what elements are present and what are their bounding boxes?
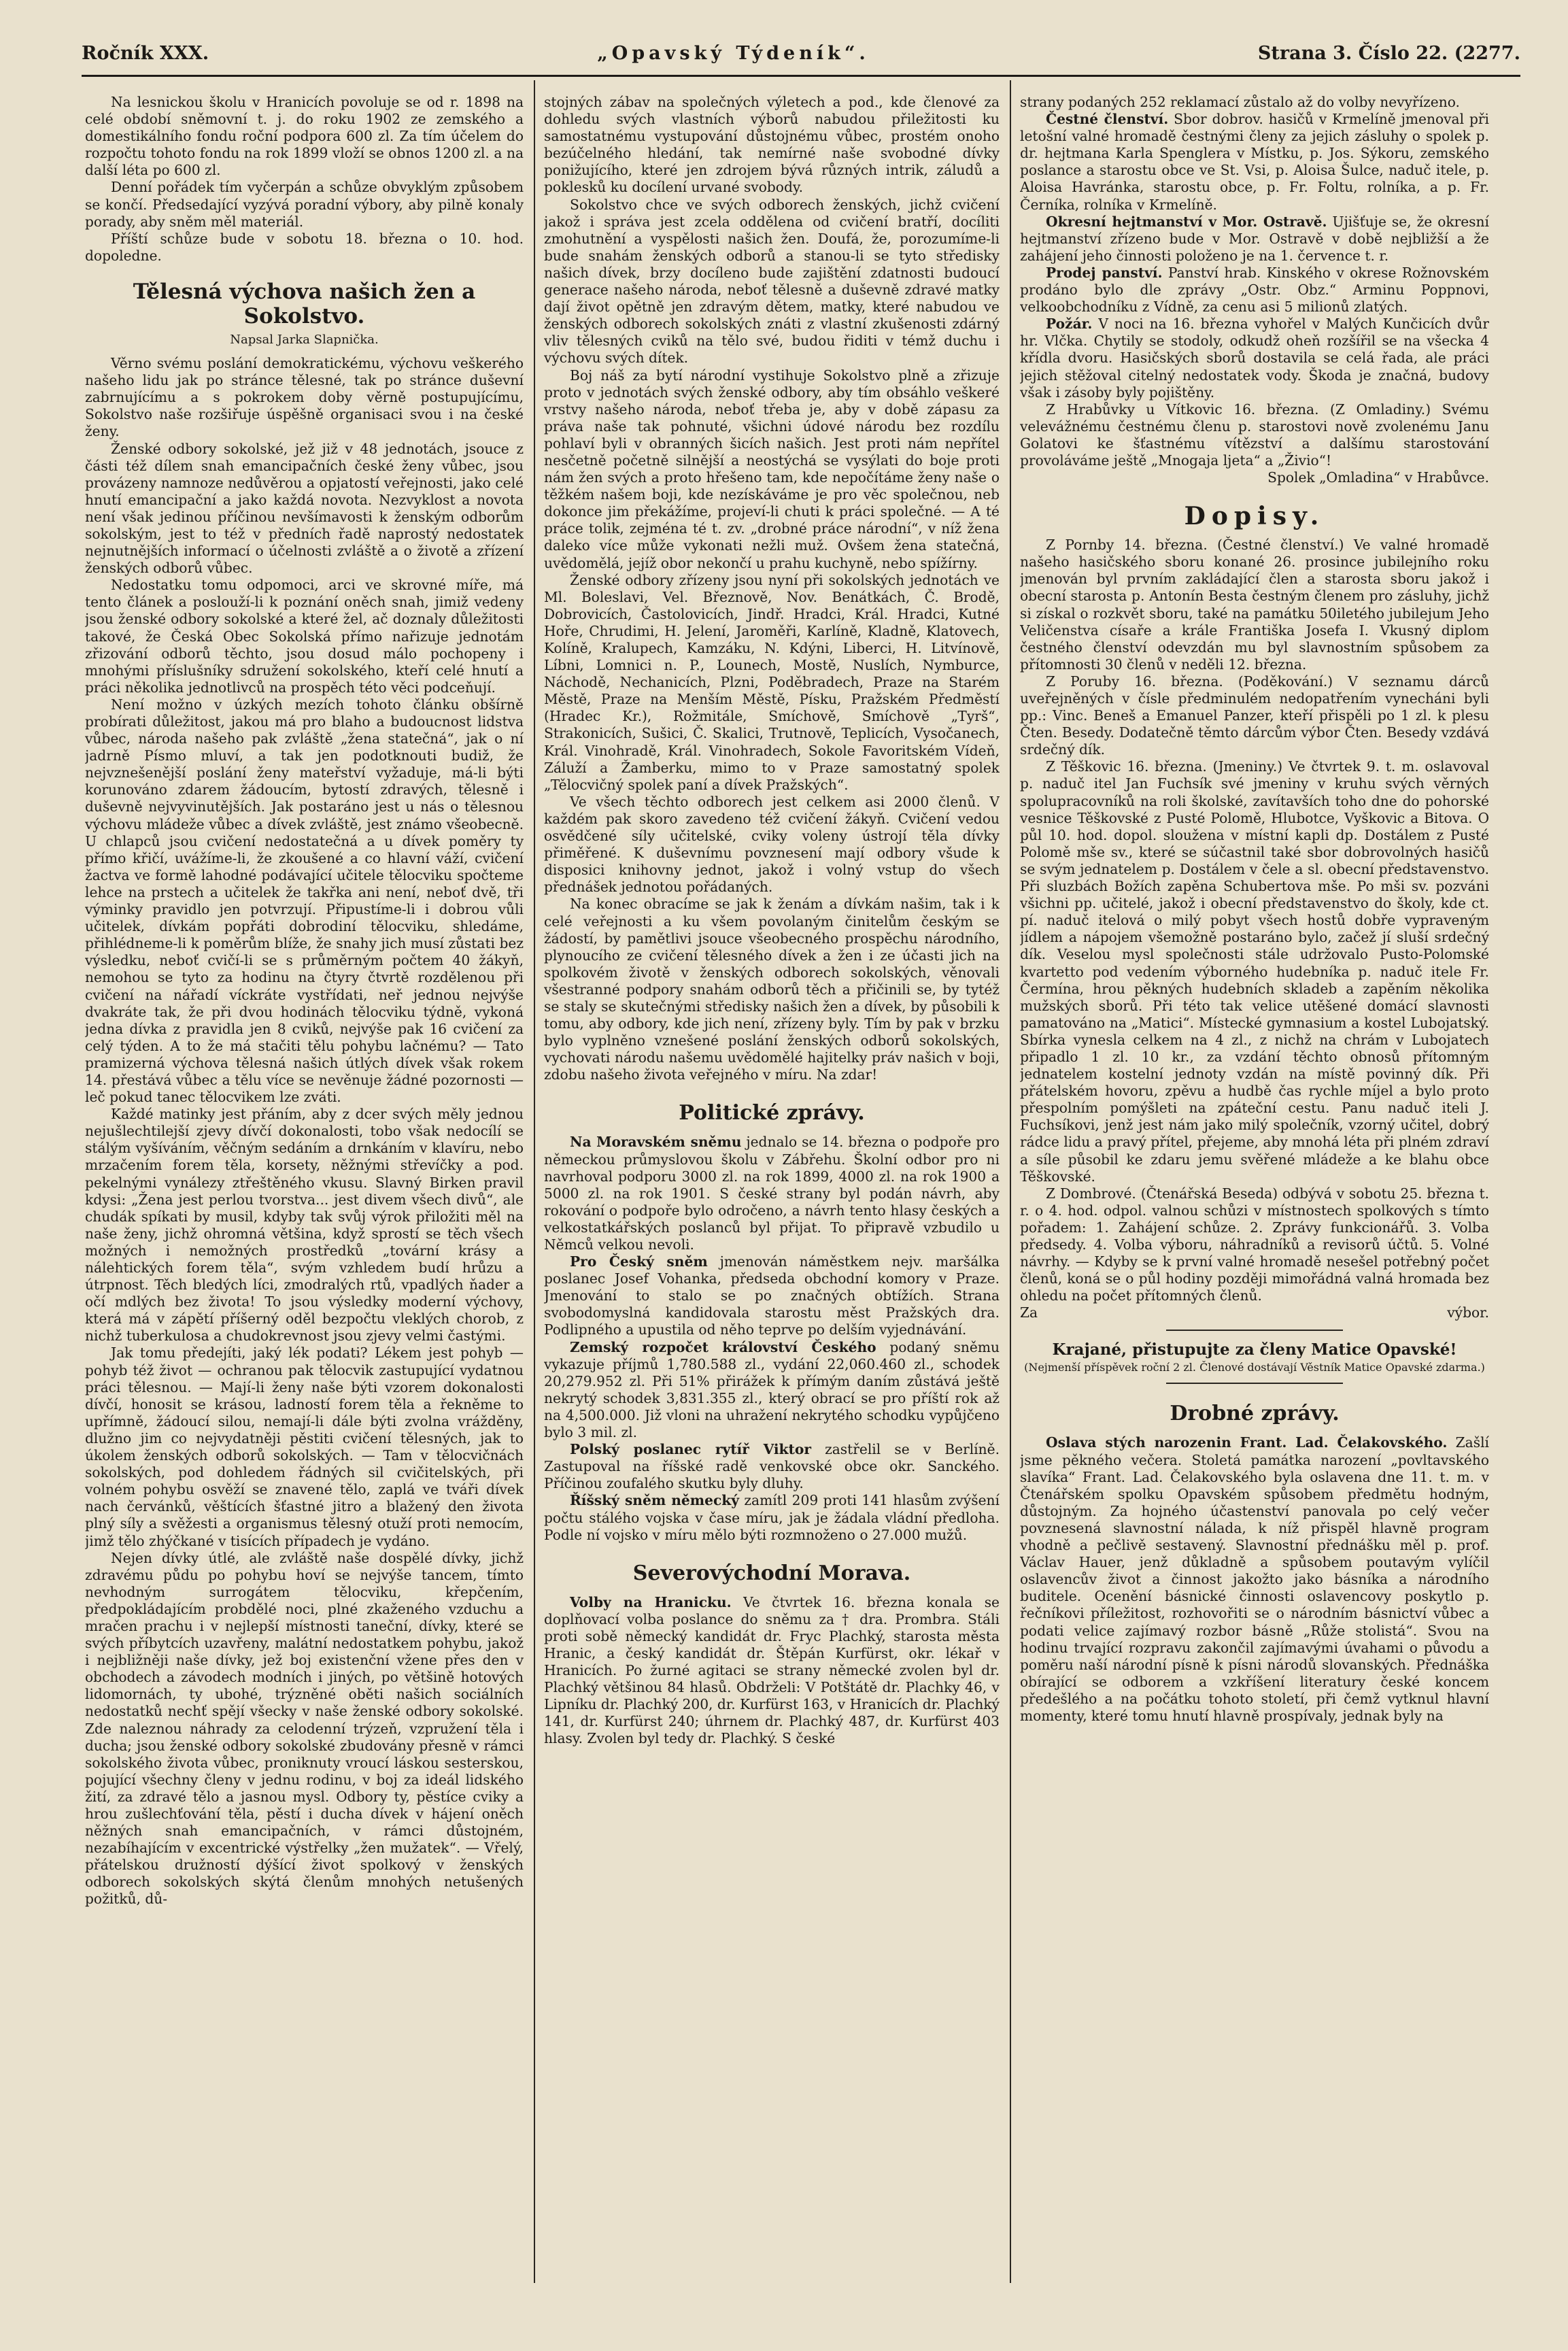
news-text: jednalo se 14. března o podpoře pro německou průmyslovou školu v Zábřehu. Školní odbor pro ni navrhoval podporu 3000 zl. na rok 1899, 4000 zl. na rok 1900 a 5000 zl. na rok 1901. S české strany byl podán návrh, aby rokování o podpoře bylo odročeno, a návrh tento hlasy českých a velkostatkářských poslanců byl přijat. To připravě vzbudilo u Němců velkou nevoli.: [544, 1134, 1000, 1253]
paragraph: Ve všech těchto odborech jest celkem asi 2000 členů. V každém pak skoro zavedeno též cvičení žákyň. Cvičení vedou osvědčené síly učitelské, cviky voleny ústrojí těla dívky přiměřené. K duševnímu povznesení mají odbory všude k disposici knihovny jednot, jakož i volný vstup do všech přednášek jednotou pořádaných.: [544, 793, 1000, 896]
signature-left: Za: [1020, 1304, 1038, 1321]
section-title: Severovýchodní Morava.: [632, 1561, 911, 1585]
matice-appeal-note: (Nejmenší příspěvek roční 2 zl. Členové dostávají Věstník Matice Opavské zdarma.): [1024, 1361, 1485, 1374]
column-2: [544, 94, 1000, 2283]
news-lead: Zemský rozpočet království Českého: [570, 1338, 876, 1355]
paragraph: Věrno svému poslání demokratickému, výchovu veškerého našeho lidu jak po stránce tělesné, tak po stránce duševní zabrnujícímu a s pokrokem doby věrně postupujícímu, Sokolstvo naše rozšiřuje úspěšně organisaci svou i na české ženy.: [85, 355, 524, 440]
section-title: Politické zprávy.: [679, 1101, 865, 1126]
page-number: Strana 3. Číslo 22. (2277.: [1257, 42, 1520, 64]
letter: Z Pornby 14. března. (Čestné členství.) Ve valné hromadě našeho hasičského sboru konané 26. prosince jubilejního roku jmenován byl prvním zakládající člen a starosta sboru jakož i obecní starosta p. Antonín Besta čestným členem pro zásluhy, jichž si získal o rozkvět sboru, také na památku 50iletého jubilejum Jeho Veličenstva císaře a krále Františka Josefa I. Vkusný diplom čestného členství odevzdán mu byl slavnostním spůsobem za přítomnosti 30 členů v neděli 12. března.: [1020, 537, 1489, 673]
news-lead: Říšský sněm německý: [570, 1492, 739, 1509]
news-text: Zašlí jsme pěkného večera. Stoletá památka narození „povltavského slavíka“ Frant. Lad. Čelakovského byla oslavena dne 11. t. m. v Čtenářském spolku Opavském spůsobem předmětu hodným, důstojným. Za hojného účastenství panovala po celý večer povznesená slavnostní nálada, k níž přispěl hlavně program vhodně a pečlivě sestavený. Slavnostní přednášku měl p. prof. Václav Hauer, jenž důkladně a spůsobem poutavým vylíčil oslavencův život a činnost jakožto jako básníka a národního buditele. Ocenění básnické činnosti oslavencovy poskytlo p. řečníkovi příležitost, rozhovořiti se o národním básnictví vůbec a podati velice zajímavý rozbor básně „Růže stolistá“. Svou na hodinu trvající rozpravu zakončil zajímavými úvahami o původu a poměru naší národní písně k písni národů slovanských. Přednáška obírající se odborem a vzkříšení literatury české koncem předešlého a na počátku tohoto století, při čemž vytknul hlavní momenty, které tomu hnutí hlavně prospívaly, jednak byly na: [1020, 1434, 1489, 1724]
paragraph: Jak tomu předejíti, jaký lék podati? Lékem jest pohyb — pohyb též život — ochranou pak tělocvik zastupující vydatnou práci tělesnou. — Mají-li ženy naše býti vzorem dokonalosti dívčí, honosit se krásou, ladností forem těla a řekněme to upřímně, žádoucí silou, nemají-li dále býti zvolna vrážděny, dlužno jim co nejvydatněji pěstiti cvičení tělesných, jak to úkolem ženských odborů sokolských. — Tam v tělocvičnách sokolských, pod dohledem řádných sil cvičitelských, při volném pohybu osvěží se znavené tělo, zaplá ve tváři dívek nach červánků, věštících šťastné jitro a blažený den života plný síly a svěžesti a organismus tělesný otuží proti nemocím, jimž tělo zhýčkané v tisících případech je vydáno.: [85, 1344, 524, 1549]
news-item: [544, 1594, 1000, 1748]
paragraph: Ženské odbory sokolské, jež již v 48 jednotách, jsouce z části též dílem snah emancipačních české ženy vůbec, jsou provázeny namnoze nedůvěrou a opjatostí veřejnosti, jako celé hnutí emancipační a jako každá novota. Nezvyklost a novota není však jedinou příčinou nevšímavosti k ženským odborům sokolským, jest to též v předních řadě naprostý nedostatek nejnutnějších informací o účelnosti zvláště a o životě a zřízení ženských odborů vůbec.: [85, 440, 524, 577]
news-text: zastřelil se v Berlíně. Zastupoval na říšské radě venkovské obce okr. Sanckého. Příčinou zoufalého skutku byly dluhy.: [544, 1441, 1000, 1492]
news-text: Panství hrab. Kinského v okrese Rožnovském prodáno bylo dle zprávy „Ostr. Obz.“ Arminu Poppnovi, velkoobchodníku z Vídně, za cenu asi 5 milionů zlatých.: [1020, 264, 1489, 316]
paragraph: Na lesnickou školu v Hranicích povoluje se od r. 1898 na celé období sněmovní t. j. do roku 1902 ze zemského a domestikálního fondu roční podpora 600 zl. Za tím účelem do rozpočtu tohoto fondu na rok 1899 vloží se obnos 1200 zl. a na další léta po 600 zl.: [85, 94, 524, 179]
paragraph: stojných zábav na společných výletech a pod., kde členové za dohledu svých vlastních výborů nabudou přiležitosti ku samostatnému vystupování důstojnému vůbec, prostém onoho bezúčelného hledání, tak nemírné naše svobodné dívky ponižujícího, které jen zdrojem bývá různých intrik, záludů a poklesků ku docílení urvané svobody.: [544, 94, 1000, 196]
paragraph: Není možno v úzkých mezích tohoto článku obšírně probírati důležitost, jakou má pro blaho a budoucnost lidstva vůbec, národa našeho pak zvláště „žena statečná“, jak o ní jadrně Písmo mluví, a tak jen podotknouti budiž, že nejvznešenější poslání ženy mateřství vyžaduje, má-li býti korunováno zdarem žádoucím, bytostí zdravých, tělesně i duševně nejvyvinutějších. Jak postaráno jest u nás o tělesnou výchovu mládeže vůbec a dívek zvláště, jest známo všeobecně. U chlapců jsou cvičení nedostatečná a u dívek poměry ty přímo křičí, uvážíme-li, že zkoušené a co hlavní váží, cvičení žactva ve formě lahodné podávající učitele tělocviku spočteme lehce na prstech a učitelek že takřka ani není, neboť dvě, tři výminky pravidlo jen potvrzují. Připustíme-li i dobrou vůli učitelek, dívkám popřáti dobrodiní tělocviku, shledáme, přihlédneme-li k poměrům blíže, že snahy jich musí zůstati bez výsledku, neboť cvičí-li se s průměrným počtem 40 žákyň, nemohou se tyto za hodinu na čtyry čtvrtě rozdělenou při cvičení na nářadí víckráte vystřídati, neř jednou nejvýše dvakráte tak, že při dvou hodinách tělocviku týdně, vykoná jedna dívka z pravidla jen 8 cviků, nejvýše pak 16 cvičení za celý týden. A to že má stačiti tělu pohybu lačnému? — Tato pramizerná výchova tělesná našich útlých dívek však rokem 14. přestává vůbec a tělu více se nevěnuje žádné pozornosti — leč pokud tanec tělocvikem lze zváti.: [85, 696, 524, 1106]
news-item: [544, 1441, 1000, 1492]
section-title: Drobné zprávy.: [1170, 1402, 1340, 1426]
paragraph: Ženské odbory zřízeny jsou nyní při sokolských jednotách ve Ml. Boleslavi, Vel. Březnově, Nov. Benátkách, Č. Brodě, Dobrovicích, Častolovicích, Jindř. Hradci, Král. Hradci, Kutné Hoře, Chrudimi, H. Jelení, Jaroměři, Karlíně, Kladně, Klatovech, Kolíně, Kralupech, Kamzáku, N. Kdýni, Liberci, H. Litvínově, Líbni, Lomnici n. P., Lounech, Mostě, Nuslích, Nymburce, Náchodě, Nechanicích, Plzni, Poděbradech, Praze na Starém Městě, Praze na Menším Městě, Písku, Pražském Předměstí (Hradec Kr.), Rožmitále, Smíchově, Smíchově „Tyrš“, Strakonicích, Sušici, Č. Skalici, Trutnově, Teplicích, Vysočanech, Král. Vinohradě, Král. Vinohradech, Sokole Favoritském Vídeň, Záluží a Žamberku, mimo to v Praze samostatný spolek „Tělocvičný spolek paní a dívek Pražských“.: [544, 571, 1000, 793]
news-item: [544, 1253, 1000, 1338]
volume-label: Ročník XXX.: [82, 42, 209, 64]
news-lead: Na Moravském sněmu: [570, 1134, 742, 1151]
news-item: [1020, 1434, 1489, 1725]
paragraph: Z Hrabůvky u Vítkovic 16. března. (Z Omladiny.) Svému velevážnému čestnému členu p. starostovi nově zvolenému Janu Golatovi ke šťastnému vítězství a dalšímu starostování provoláváme ještě „Mnogaja ljeta“ a „Živio“!: [1020, 401, 1489, 469]
header-rule: [82, 75, 1520, 77]
divider: [1166, 1383, 1343, 1384]
paragraph: Boj náš za bytí národní vystihuje Sokolstvo plně a zřizuje proto v jednotách svých ženské odbory, aby tím obsáhlo veškeré vrstvy našeho národa, neboť třeba je, aby v době zápasu za práva naše tak pohnuté, všichni údové národu bez rozdílu pohlaví byli v obranných šicích našich. Jest proti nám nepřítel nesčetně početně silnější a neostýchá se vysýlati do boje proti nám žen svých a proto hřešeno tam, kde nepočítáme ženy naše o těžkém našem boji, kde nezískáváme je pro věc společnou, neb dokonce jim překážíme, projeví-li chuti k práci společné. — A té práce tolik, zejména té t. zv. „drobné práce národní“, v níž žena daleko více může vykonati nežli muž. Ovšem žena statečná, uvědomělá, jejíž obor nekončí u prahu kuchyně, nebo spížírny.: [544, 367, 1000, 571]
news-lead: Okresní hejtmanství v Mor. Ostravě.: [1046, 213, 1327, 230]
page-header: [82, 33, 1520, 73]
matice-appeal: Krajané, přistupujte za členy Matice Opavské!: [1052, 1340, 1457, 1359]
column-3: [1020, 94, 1489, 2283]
news-lead: Oslava stých narozenin Frant. Lad. Čelakovského.: [1046, 1434, 1448, 1451]
paragraph: Každé matinky jest přáním, aby z dcer svých měly jednou nejušlechtilejší zjevy dívčí dokonalosti, tobo však nedocílí se stálým vyšíváním, věčným sedáním a drnkáním v klavíru, nebo mrzačením forem těla, korsety, něžnými střevíčky a pod. pekelnými vynálezy ztřeštěného vkusu. Slavný Birken pravil kdysi: „Žena jest perlou tvorstva... jest divem všech divů“, ale chudák spíkati by musil, kdyby tak svůj výrok přiložiti měl na naše ženy, jichž ohromná většina, když sprostí se těch všech možných i nemožných prostředků „tovární krásy a nálehtických forem těla“, svým vzhledem budí hrůzu a útrpnost. Těch bledých líci, zmodralých rtů, vpadlých ňader a očí mdlých bez života! To jsou výsledky moderní výchovy, která má v zápětí příšerný oděl bezpočtu vleklých chorob, z nichž tuberkulosa a chudokrevnost jsou zjevy velmi častými.: [85, 1106, 524, 1344]
news-text: Sbor dobrov. hasičů v Krmelíně jmenoval při letošní valné hromadě čestnými členy za jejich zásluhy o spolek p. dr. hejtmana Karla Spenglera v Místku, p. Jos. Sýkoru, zemského poslance a starostu obce ve St. Vsi, p. Aloisa Šulce, naduč itele, p. Aloisa Havránka, starostu obce, p. Fr. Foltu, rolníka, a p. Fr. Černíka, rolníka v Krmelíně.: [1020, 111, 1489, 213]
paragraph: Příští schůze bude v sobotu 18. března o 10. hod. dopoledne.: [85, 230, 524, 264]
paragraph: Denní pořádek tím vyčerpán a schůze obvyklým způsobem se končí. Předsedající vyzývá poradní výbory, aby pilně konaly porady, aby sněm měl materiál.: [85, 179, 524, 230]
news-text: zamítl 209 proti 141 hlasům zvýšení počtu stálého vojska v čase míru, jak je žádala vládní předloha. Podle ní vojsko v míru mělo býti rozmnoženo o 27.000 mužů.: [544, 1492, 1000, 1543]
signature-right: výbor.: [1447, 1304, 1489, 1321]
news-text: jmenován náměstkem nejv. maršálka poslanec Josef Vohanka, předseda obchodní komory v Praze. Jmenování to stalo se po značných obtížích. Strana svobodomyslná kandidovala starostu měst Pražských dra. Podlipného a upustila od něho teprve po delším vyjednávání.: [544, 1253, 1000, 1338]
news-item: [1020, 214, 1489, 265]
signature-row: [1020, 1304, 1489, 1321]
column-1: [85, 94, 524, 2283]
news-text: Ve čtvrtek 16. března konala se doplňovací volba poslance do sněmu za † dra. Prombra. Stáli proti sobě německý kandidát dr. Fryc Plachký, starosta města Hranic, a český kandidát dr. Štěpán Kurfürst, okr. lékař v Hranicích. Po žurné agitaci se strany německé zvolen byl dr. Plachký většinou 84 hlasů. Obdrželi: V Potštátě dr. Plachky 46, v Lipníku dr. Plachký 200, dr. Kurfürst 163, v Hranicích dr. Plachký 141, dr. Kurfürst 240; úhrnem dr. Plachký 487, dr. Kurfürst 403 hlasy. Zvolen byl tedy dr. Plachký. S české: [544, 1593, 1000, 1747]
news-lead: Čestné členství.: [1046, 111, 1169, 128]
news-lead: Volby na Hranicku.: [570, 1593, 732, 1610]
paragraph: Nedostatku tomu odpomoci, arci ve skrovné míře, má tento článek a poslouží-li k poznání oněch snah, jimiž vedeny jsou ženské odbory sokolské a které žel, ač doznaly důležitosti takové, že Česká Obec Sokolská přímo nařizuje jednotám zřizování odborů těchto, jsou dosud málo pochopeny i mnohými příslušníky sdružení sokolského, kteří celé hnutí a práci několika jednotlivců na prospěch této věci podceňují.: [85, 577, 524, 696]
news-item: [544, 1339, 1000, 1442]
column-divider: [1010, 80, 1011, 2283]
column-divider: [534, 80, 535, 2283]
news-item: [1020, 316, 1489, 401]
news-text: podaný sněmu vykazuje příjmů 1,780.588 zl., vydání 22,060.460 zl., schodek 20,279.952 zl. Při 51% přirážek k přímým daním zůstává ještě nekrytý schodek 3,831.355 zl., který obrací se pro příští rok až na 4,500.000. Již vloni na uhražení nekrytého schodku vypůjčeno bylo 3 mil. zl.: [544, 1338, 1000, 1441]
news-lead: Požár.: [1046, 316, 1093, 333]
paragraph: Nejen dívky útlé, ale zvláště naše dospělé dívky, jichž zdravému půdu po pohybu hoví se nejvýše tancem, tímto nevhodným surrogátem tělocviku, křepčením, předpokládajícím probdělé noci, plné zkaženého vzduchu a mračen prachu i v nejlepší místnosti taneční, dívky, které se svých příbytcích uzavřeny, malátní nedostatkem pohybu, jakož i nejbližněji naše dívky, jež boj existenční vžene přes den v obchodech a závodech modních i jiných, po většině hotových lidomornách, ty ubohé, trýzněné oběti našich sociálních nedostatků nechť spějí všecky v naše ženské odbory sokolské. Zde naleznou náhrady za celodenní trýzeň, vzpružení těla i ducha; jsou ženské odbory sokolské zbudovány přesně v rámci sokolského života vůbec, proniknuty vroucí láskou sesterskou, pojující všechny členy v jednu rodinu, v boj za ideál lidského žití, za zdravé tělo a jasnou mysl. Odbory ty, pěstíce cviky a hrou zušlechťování těla, pěstí i ducha dívek v hájení oněch něžných snah emancipačních, v rámci důstojném, nezabíhajícím v excentrické výstřelky „žen mužatek“. — Vřelý, přátelskou družností dýšící život spolkový v ženských odborech sokolských skýtá členům mnohých netušených požitků, dů-: [85, 1549, 524, 1908]
letter: Z Poruby 16. března. (Poděkování.) V seznamu dárců uveřejněných v čísle předminulém nedopatřením vynecháni byli pp.: Vinc. Beneš a Emanuel Panzer, kteří přispěli po 1 zl. k plesu Čten. Besedy. Dodatečně těmto dárcům výbor Čten. Besedy vzdává srdečný dík.: [1020, 673, 1489, 758]
masthead-title: „Opavský Týdeník“.: [597, 42, 870, 64]
news-text: V noci na 16. března vyhořel v Malých Kunčicích dvůr hr. Vlčka. Chytily se stodoly, odkudž oheň rozšířil se na všecka 4 křídla dvoru. Hasičských sborů dostavila se celá řada, ale práci jejich stěžoval citelný nedostatek vody. Škoda je značná, budovy však i zásoby byly pojištěny.: [1020, 316, 1489, 401]
letter: Z Dombrové. (Čtenářská Beseda) odbývá v sobotu 25. března t. r. o 4. hod. odpol. valnou schůzi v místnostech spolkových s tímto pořadem: 1. Zahájení schůze. 2. Zprávy funkcionářů. 3. Volba předsedy. 4. Volba výboru, náhradníků a revisorů účtů. 5. Volné návrhy. — Kdyby se k první valné hromadě nesešel potřebný počet členů, koná se o půl hodiny později mimořádná valná hromada bez ohledu na počet přítomných členů.: [1020, 1185, 1489, 1304]
news-text: Ujišťuje se, že okresní hejtmanství zřízeno bude v Mor. Ostravě v době nejbližší a že zahájení jeho činnosti položeno je na 1. července t. r.: [1020, 213, 1489, 264]
paragraph: Sokolstvo chce ve svých odborech ženských, jichž cvičení jakož i správa jest zcela oddělena od cvičení bratří, docíliti zmohutnění a vyspělosti našich žen. Doufá, že, porozumíme-li bude snahám ženských odborů a stanou-li se tyto středisky našich dívek, brzy docíleno bude zajištění zdatnosti budoucí generace našeho národa, neboť tělesně a duševně zdravé matky dají život opětně jen zdravým dětem, matky, které nabudou ve ženských odborech sokolských znáti z vlastní zkušenosti zdárný vliv tělesných cviků na tělo své, budou řiditi v témž duchu i výchovu svých dítek.: [544, 196, 1000, 367]
letter: Z Těškovic 16. března. (Jmeniny.) Ve čtvrtek 9. t. m. oslavoval p. naduč itel Jan Fuchsík své jmeniny v kruhu svých věrných spolupracovníků na roli školské, zavítavších toho dne do pohorské vesnice Těškovské z Pusté Polomě, Hlubotce, Vyškovic a Bitova. O půl 10. hod. dopol. sloužena v místní kapli dp. Dostálem z Pusté Polomě mše sv., které se súčastnil také sbor dobrovolných hasičů se svým jednatelem p. Dostálem v čele a sl. obecní představenstvo. Při sluzbách Božích zapěna Schubertova mše. Po mši sv. pozváni všichni pp. učitelé, jakož i obecní představenstvo do školy, kde ct. pí. naduč itelová o milý pobyt všech hostů dobře vypraveným jídlem a nápojem všemožně postaráno bylo, začež jí sluší srdečný dík. Veselou mysl společnosti stále udržovalo Pusto-Polomské kvartetto pod vedením výborného hudebníka p. naduč itele Fr. Čermína, hrou pěkných hudebních skladeb a zapěním několika mužských sborů. Při této tak velice utěšené domácí slavnosti pamatováno na „Matici“. Místecké gymnasium a kostel Lubojatský. Sbírka vynesla celkem na 4 zl., z nichž na chrám v Lubojatech připadlo 1 zl. 10 kr., za vzdání těchto obnosů přítomným jednatelem kostelní jednoty vzdán na místě povinný dík. Při přátelském hovoru, zpěvu a hudbě čas rychle míjel a bylo proto přespolním pomýšleti na zpáteční cestu. Panu naduč iteli J. Fuchsíkovi, jenž jest nám jako milý společník, vzorný učitel, dobrý rádce lidu a pravý přítel, přejeme, aby mnohá léta při plném zdraví a síle působil ke zdaru jemu svěřené mládeže a ke blahu obce Těškovské.: [1020, 758, 1489, 1185]
section-title: Dopisy.: [1184, 502, 1325, 531]
news-lead: Polský poslanec rytíř Viktor: [570, 1441, 811, 1458]
divider: [1166, 1330, 1343, 1331]
news-item: [544, 1134, 1000, 1253]
article-byline: Napsal Jarka Slapnička.: [230, 332, 379, 347]
paragraph: strany podaných 252 reklamací zůstalo až do volby nevyřízeno.: [1020, 94, 1460, 110]
article-title: Tělesná výchova našich žen a Sokolstvo.: [133, 279, 476, 328]
news-item: [544, 1492, 1000, 1543]
signature: Spolek „Omladina“ v Hrabůvce.: [1267, 469, 1489, 486]
news-item: [1020, 265, 1489, 316]
news-lead: Pro Český sněm: [570, 1253, 708, 1270]
paragraph: Na konec obracíme se jak k ženám a dívkám našim, tak i k celé veřejnosti a ku všem povolaným činitelům českým se žádostí, by pamětlivi jsouce všeobecného prospěchu národního, plynoucího ze cvičení tělesného dívek a žen i ze účasti jich na spolkovém životě v ženských odborech sokolských, věnovali všestranné podpory snahám odborů těch a přičinili se, by tytéž se staly se skutečnými středisky našich žen a dívek, by působili k tomu, aby odbory, kde jich není, zřízeny byly. Tím by pak v brzku bylo vyplněno vznešené poslání ženských odborů sokolských, vychovati národu našemu uvědomělé hajitelky práv našich v boji, zdobu našeho života veřejného v míru. Na zdar!: [544, 896, 1000, 1083]
news-item: [1020, 111, 1489, 214]
news-lead: Prodej panství.: [1046, 264, 1163, 281]
